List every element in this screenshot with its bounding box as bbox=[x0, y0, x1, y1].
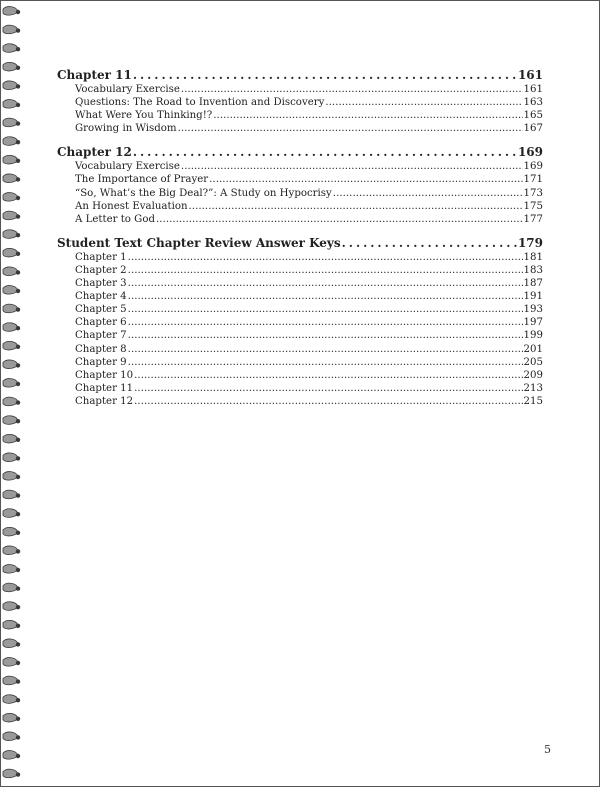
toc-entry[interactable] bbox=[57, 329, 543, 342]
toc-entry-page: 173 bbox=[523, 187, 543, 199]
leader-dots bbox=[134, 369, 522, 382]
toc-entry-page: 163 bbox=[523, 97, 543, 109]
toc-entry-label: Chapter 1 bbox=[75, 251, 127, 263]
toc-section-answer-keys bbox=[57, 235, 543, 408]
toc-entry[interactable] bbox=[57, 173, 543, 186]
binding-ring bbox=[3, 732, 20, 741]
toc-entry-label: “So, What’s the Big Deal?”: A Study on Hypocrisy bbox=[75, 187, 332, 199]
toc-entry-label: The Importance of Prayer bbox=[75, 174, 209, 186]
toc-entry[interactable] bbox=[57, 122, 543, 135]
toc-section-chapter-11 bbox=[57, 67, 543, 135]
binding-ring bbox=[3, 193, 20, 202]
binding-ring bbox=[3, 379, 20, 388]
toc-entry[interactable] bbox=[57, 277, 543, 290]
toc-entry[interactable] bbox=[57, 187, 543, 200]
leader-dots bbox=[128, 316, 523, 329]
leader-dots bbox=[325, 96, 522, 109]
leader-dots bbox=[213, 109, 522, 122]
toc-heading-page: 169 bbox=[517, 145, 543, 160]
binding-ring bbox=[3, 620, 20, 629]
toc-entry[interactable] bbox=[57, 316, 543, 329]
toc-entry[interactable] bbox=[57, 356, 543, 369]
binding-ring bbox=[3, 360, 20, 369]
toc-entry-page: 199 bbox=[523, 330, 543, 342]
toc-entry-page: 213 bbox=[523, 382, 543, 394]
toc-entry-page: 187 bbox=[523, 278, 543, 290]
toc-entry-page: 167 bbox=[523, 123, 543, 135]
leader-dots bbox=[128, 356, 523, 369]
binding-ring bbox=[3, 658, 20, 667]
leader-dots bbox=[128, 251, 523, 264]
toc-entry-page: 191 bbox=[523, 291, 543, 303]
toc-entry-page: 183 bbox=[523, 264, 543, 276]
binding-ring bbox=[3, 565, 20, 574]
binding-ring bbox=[3, 527, 20, 536]
leader-dots bbox=[128, 303, 523, 316]
binding-ring bbox=[3, 248, 20, 257]
binding-ring bbox=[3, 583, 20, 592]
toc-entry-label: Vocabulary Exercise bbox=[75, 84, 180, 95]
toc-entry[interactable] bbox=[57, 213, 543, 226]
toc-entry-page: 201 bbox=[523, 343, 543, 355]
binding-ring bbox=[3, 546, 20, 555]
leader-dots bbox=[134, 382, 522, 395]
leader-dots bbox=[178, 122, 523, 135]
binding-ring bbox=[3, 509, 20, 518]
leader-dots bbox=[128, 264, 523, 277]
binding-ring bbox=[3, 286, 20, 295]
toc-entry[interactable] bbox=[57, 290, 543, 303]
toc-entry-page: 209 bbox=[523, 369, 543, 381]
toc-entry[interactable] bbox=[57, 109, 543, 122]
toc-entry-page: 177 bbox=[523, 213, 543, 225]
binding-ring bbox=[3, 118, 20, 127]
toc-entry-label: Chapter 2 bbox=[75, 264, 127, 276]
binding-ring bbox=[3, 44, 20, 53]
toc-heading[interactable] bbox=[57, 67, 543, 83]
binding-ring bbox=[3, 25, 20, 34]
toc-entry-label: Chapter 5 bbox=[75, 304, 127, 316]
binding-ring bbox=[3, 397, 20, 406]
toc-heading-title: Chapter 11 bbox=[57, 68, 132, 82]
toc-entry-page: 181 bbox=[523, 251, 543, 263]
leader-dots bbox=[209, 173, 522, 186]
toc-entry-label: Chapter 12 bbox=[75, 395, 134, 407]
binding-ring bbox=[3, 472, 20, 481]
binding-ring bbox=[3, 751, 20, 760]
toc-entry[interactable] bbox=[57, 382, 543, 395]
toc-heading[interactable] bbox=[57, 144, 543, 160]
binding-ring bbox=[3, 341, 20, 350]
binding-ring bbox=[3, 490, 20, 499]
toc-entry-label: What Were You Thinking!? bbox=[75, 110, 213, 122]
toc-entry-label: Chapter 9 bbox=[75, 356, 127, 368]
toc-entry[interactable] bbox=[57, 303, 543, 316]
binding-ring bbox=[3, 769, 20, 778]
page-number: 5 bbox=[544, 743, 551, 756]
leader-dots bbox=[133, 144, 517, 160]
toc-entry-page: 161 bbox=[523, 84, 543, 95]
toc-entry-label: Chapter 8 bbox=[75, 343, 127, 355]
toc-entry-page: 197 bbox=[523, 317, 543, 329]
leader-dots bbox=[181, 160, 523, 173]
toc-entry-label: Chapter 6 bbox=[75, 317, 127, 329]
toc-entry[interactable] bbox=[57, 343, 543, 356]
toc-entry-page: 169 bbox=[523, 161, 543, 173]
leader-dots bbox=[128, 329, 523, 342]
binding-ring bbox=[3, 676, 20, 685]
toc-entry-label: Vocabulary Exercise bbox=[75, 161, 180, 173]
toc-section-chapter-12 bbox=[57, 144, 543, 225]
toc-entry-page: 175 bbox=[523, 200, 543, 212]
leader-dots bbox=[128, 277, 523, 290]
leader-dots bbox=[128, 343, 523, 356]
binding-ring bbox=[3, 81, 20, 90]
binding-ring bbox=[3, 174, 20, 183]
binding-ring bbox=[3, 7, 20, 16]
toc-heading-page: 179 bbox=[517, 235, 543, 250]
binding-ring bbox=[3, 416, 20, 425]
leader-dots bbox=[133, 67, 517, 83]
toc-entry[interactable] bbox=[57, 83, 543, 96]
toc-entry-page: 205 bbox=[523, 356, 543, 368]
leader-dots bbox=[128, 290, 523, 303]
binding-ring bbox=[3, 434, 20, 443]
toc-entry-label: An Honest Evaluation bbox=[75, 200, 188, 212]
toc-heading-page: 161 bbox=[517, 68, 543, 82]
toc-entry[interactable] bbox=[57, 96, 543, 109]
toc-entry-label: Chapter 10 bbox=[75, 369, 134, 381]
binding-ring bbox=[3, 211, 20, 220]
binding-ring bbox=[3, 695, 20, 704]
binding-ring bbox=[3, 230, 20, 239]
binding-ring bbox=[3, 304, 20, 313]
toc-entry-label: Chapter 7 bbox=[75, 330, 127, 342]
toc-entry[interactable] bbox=[57, 264, 543, 277]
spiral-binding bbox=[1, 1, 27, 788]
toc-entry[interactable] bbox=[57, 251, 543, 264]
toc-entry[interactable] bbox=[57, 200, 543, 213]
toc-entry-page: 165 bbox=[523, 110, 543, 122]
binding-ring bbox=[3, 100, 20, 109]
toc-entry[interactable] bbox=[57, 160, 543, 173]
binding-ring bbox=[3, 137, 20, 146]
toc-heading-title: Student Text Chapter Review Answer Keys bbox=[57, 235, 341, 250]
toc-entry-label: Chapter 3 bbox=[75, 278, 127, 290]
toc-entry-page: 171 bbox=[523, 174, 543, 186]
toc-entry-label: Growing in Wisdom bbox=[75, 123, 177, 135]
toc-heading-title: Chapter 12 bbox=[57, 145, 132, 160]
leader-dots bbox=[189, 200, 523, 213]
binding-ring bbox=[3, 267, 20, 276]
leader-dots bbox=[156, 213, 523, 226]
leader-dots bbox=[181, 83, 523, 96]
toc-entry-label: Chapter 4 bbox=[75, 291, 127, 303]
binding-ring bbox=[3, 713, 20, 722]
toc-heading[interactable] bbox=[57, 235, 543, 251]
binding-ring bbox=[3, 453, 20, 462]
binding-ring bbox=[3, 639, 20, 648]
leader-dots bbox=[333, 187, 523, 200]
leader-dots bbox=[134, 395, 522, 408]
binding-ring bbox=[3, 62, 20, 71]
toc-entry-page: 215 bbox=[523, 395, 543, 407]
toc-entry-label: Chapter 11 bbox=[75, 382, 134, 394]
toc-entry[interactable] bbox=[57, 369, 543, 382]
toc-entry-label: A Letter to God bbox=[75, 213, 155, 225]
binding-ring bbox=[3, 155, 20, 164]
binding-ring bbox=[3, 323, 20, 332]
toc-entry-page: 193 bbox=[523, 304, 543, 316]
binding-ring bbox=[3, 602, 20, 611]
leader-dots bbox=[342, 235, 517, 251]
toc-entry-label: Questions: The Road to Invention and Discovery bbox=[75, 97, 325, 109]
table-of-contents bbox=[57, 67, 543, 417]
toc-entry[interactable] bbox=[57, 395, 543, 408]
